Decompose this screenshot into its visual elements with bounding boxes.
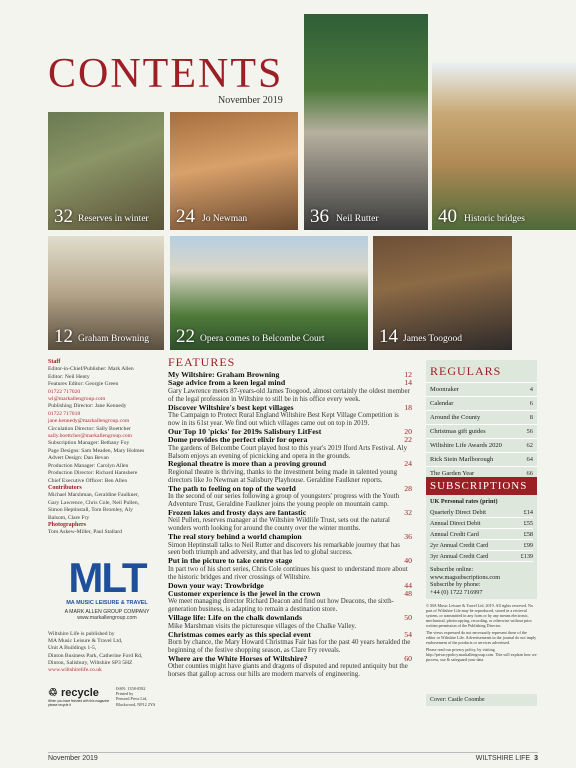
feature-title: My Wiltshire: Graham Browning: [168, 370, 280, 379]
regulars-list: [426, 382, 537, 480]
feature-item[interactable]: [168, 485, 412, 509]
rate-label: Quarterly Direct Debit: [430, 508, 487, 516]
feature-item[interactable]: [168, 590, 412, 614]
feature-title: Where are the White Horses of Wiltshire?: [168, 653, 308, 663]
regulars-section: [426, 360, 537, 480]
photo-neil-rutter[interactable]: [304, 14, 428, 230]
feature-item[interactable]: [168, 460, 412, 484]
feature-description: In the second of our series following a group of youngsters' progress with the Youth Adventure Trust, Geraldine Faulkner joins the young people on mountain camp.: [168, 493, 400, 508]
publisher-line: Unit A Buildings 1-5,: [48, 645, 97, 652]
mlt-logo-line: A MARK ALLEN GROUP COMPANY: [64, 609, 150, 615]
rate-label: 3yr Annual Credit Card: [430, 552, 489, 560]
feature-title: Down your way: Trowbridge: [168, 580, 264, 590]
regular-item[interactable]: [426, 452, 537, 466]
staff-line: Production Manager: Carolyn Allen: [48, 462, 129, 469]
subscribe-online-label: Subscribe online:: [430, 566, 474, 573]
features-heading: FEATURES: [168, 355, 236, 369]
print-info: [116, 686, 172, 707]
issue-date: November 2019: [218, 95, 283, 106]
regular-label: Around the County: [430, 414, 481, 421]
photo-caption: Jo Newman: [202, 214, 248, 224]
page-title: CONTENTS: [48, 51, 284, 97]
footer-divider: [48, 752, 538, 753]
contributors-heading: Contributors: [48, 484, 82, 491]
feature-title: Customer experience is the jewel in the crown: [168, 588, 321, 598]
feature-description: The Campaign to Protect Rural England Wiltshire Best Kept Village Competition is now in its 61st year. We find out which villages came out on top in 2019.: [168, 412, 399, 427]
staff-line: Subscription Manager: Bethany Foy: [48, 440, 130, 447]
photo-page-number: 24: [176, 206, 195, 227]
feature-item[interactable]: [168, 557, 412, 581]
regular-page: 66: [526, 470, 533, 477]
feature-page: 20: [404, 426, 412, 436]
feature-item[interactable]: [168, 379, 412, 403]
regular-page: 62: [526, 442, 533, 449]
feature-title: Frozen lakes and frosty days are fantastic: [168, 507, 307, 517]
features-section: [168, 355, 412, 679]
feature-page: 14: [404, 378, 412, 388]
regular-item[interactable]: [426, 438, 537, 452]
rate-price: £14: [523, 508, 533, 516]
legal-paragraph: Please read our privacy policy, by visiting http://privacypolicy.markallengroup.com. This will explain how we process, use & safeguard your data: [426, 647, 537, 662]
photo-jo-newman[interactable]: [170, 112, 298, 230]
publisher-line: Wiltshire Life is published by: [48, 631, 115, 637]
feature-title: Dome provides the perfect elixir for opera: [168, 435, 308, 445]
staff-phone[interactable]: 01722 717018: [48, 410, 81, 417]
publisher-website[interactable]: www.wiltshirelife.co.uk: [48, 667, 102, 674]
feature-title: The path to feeling on top of the world: [168, 483, 296, 493]
photo-page-number: 22: [176, 326, 195, 347]
legal-paragraph: The views expressed do not necessarily represent those of the editor or Wiltshire Life. Advertisements in the journal do not imply endorsement of the products or services advertised.: [426, 630, 537, 645]
feature-title: Sage advice from a keen legal mind: [168, 378, 286, 388]
photographers-line: Tom Askew-Miller, Paul Stallard: [48, 529, 122, 536]
cover-credit: Cover: Castle Coombe: [426, 694, 537, 706]
regular-label: The Garden Year: [430, 470, 475, 477]
staff-line: Production Director: Richard Hamshere: [48, 470, 138, 477]
subscribe-online-url[interactable]: www.magsubscriptions.com: [430, 573, 501, 581]
recycle-note: When you have finished with this magazine please recycle it: [48, 699, 110, 707]
features-list: [168, 371, 412, 679]
regular-page: 4: [529, 386, 533, 393]
mlt-logo-url[interactable]: www.markallengroup.com: [77, 615, 137, 621]
photo-page-number: 40: [438, 206, 457, 227]
rate-price: £55: [523, 519, 533, 527]
rate-row: [430, 529, 533, 540]
legal-notice: [426, 603, 537, 662]
regular-label: Moonraker: [430, 386, 459, 393]
staff-phone[interactable]: 01722 717020: [48, 388, 81, 395]
regular-label: Rick Stein Marlborough: [430, 456, 494, 463]
photo-caption: Reserves in winter: [78, 214, 149, 224]
printer-line: Blackwood, NP12 2YA: [116, 701, 156, 707]
feature-description: In part two of his short series, Chris Cole continues his quest to understand more about the historic bridges and river crossings of Wiltshire.: [168, 565, 408, 581]
staff-email[interactable]: sally.boettcher@markallengroup.com: [48, 433, 133, 440]
staff-list: [48, 359, 166, 537]
feature-description: We meet managing director Richard Deacon and find out how Deacons, the sixth-generation business, is adapting to remain a destination store.: [168, 598, 394, 614]
feature-description: Born by chance, the Mary Howard Christmas Fair has for the past 40 years heralded the beginning of the festive shopping season, as Clare Fry reveals.: [168, 638, 411, 654]
staff-email[interactable]: jane.kennedy@markallengroup.com: [48, 418, 130, 425]
legal-paragraph: © MA Music Leisure & Travel Ltd, 2019. All rights reserved. No part of Wiltshire Life may be reproduced, stored in a retrieval system, or transmitted in any form or by any means electronic, mechanical, photocopying, recording, or otherwise without prior written permission of the Publishing Director.: [426, 603, 534, 628]
feature-page: 44: [404, 580, 412, 590]
rate-price: £139: [520, 552, 533, 560]
feature-description: The gardens of Belcombe Court played host to this year's 2019 Iford Arts Festival. Aly Balsom enjoys an evening of picnicking and opera in the grounds.: [168, 444, 408, 460]
photo-caption: Neil Rutter: [336, 214, 379, 224]
footer-magazine: [476, 755, 538, 762]
photo-opera-belcombe-court[interactable]: [170, 236, 368, 350]
staff-email[interactable]: wl@markallengroup.com: [48, 396, 106, 403]
rate-price: £99: [523, 541, 533, 549]
footer-date: November 2019: [48, 755, 98, 762]
feature-page: 32: [404, 507, 412, 517]
recycle-logo: [48, 686, 112, 707]
staff-heading: Staff: [48, 359, 61, 365]
photo-page-number: 12: [54, 326, 73, 347]
photo-caption: Historic bridges: [464, 214, 525, 224]
subscriptions-section: [426, 477, 537, 599]
feature-title: Put in the picture to take centre stage: [168, 556, 293, 566]
feature-item[interactable]: [168, 614, 412, 630]
photo-james-toogood[interactable]: [373, 236, 512, 350]
regulars-heading: REGULARS: [430, 364, 502, 378]
feature-title: Regional theatre is more than a proving ground: [168, 459, 327, 469]
feature-description: Neil Pullen, reserves manager at the Wiltshire Wildlife Trust, sets out the natural wonders worth looking for around the county over the winter months.: [168, 517, 390, 533]
feature-title: Discover Wiltshire's best kept villages: [168, 402, 294, 412]
regular-item[interactable]: [426, 424, 537, 438]
feature-description: Regional theatre is thriving, thanks to the investment being made in talented young directors like Jo Newman at Salisbury Playhouse. Geraldine Faulkner reports.: [168, 468, 398, 484]
recycle-icon: ♲: [48, 687, 58, 699]
subscribe-phone[interactable]: +44 (0) 1722 716997: [430, 588, 483, 596]
publisher-line: Dinton, Salisbury, Wiltshire SP3 5HZ: [48, 659, 133, 666]
feature-title: Village life: Life on the chalk downlands: [168, 613, 303, 623]
photo-caption: Opera comes to Belcombe Court: [200, 334, 325, 344]
rate-label: Annual Credit Card: [430, 530, 479, 538]
publisher-line: MA Music Leisure & Travel Ltd,: [48, 638, 123, 645]
feature-page: 22: [404, 435, 412, 445]
regular-label: Christmas gift guides: [430, 428, 486, 435]
photo-page-number: 32: [54, 206, 73, 227]
rate-row: [430, 551, 533, 562]
feature-page: 12: [404, 370, 412, 379]
footer-title: WILTSHIRE LIFE: [475, 755, 531, 762]
staff-line: Page Designs: Sam Meaden, Mary Holmes: [48, 447, 145, 454]
printer-line: Printed by: [116, 691, 134, 697]
feature-page: 18: [404, 402, 412, 412]
subscribe-phone-label: Subscribe by phone:: [430, 581, 481, 588]
publisher-line: Dinton Business Park, Catherine Ford Rd,: [48, 652, 143, 659]
feature-page: 48: [404, 588, 412, 598]
staff-line: Editor: Neil Henty: [48, 373, 90, 380]
feature-page: 54: [404, 629, 412, 639]
contributor-line: Michael Marshman, Geraldine Faulkner,: [48, 492, 139, 499]
staff-line: Chief Executive Officer: Ben Allen: [48, 477, 128, 484]
footer-page-number: 3: [534, 755, 538, 762]
staff-line: Advert Design: Dan Bevan: [48, 455, 109, 462]
feature-page: 50: [404, 613, 412, 623]
feature-description: Simon Heptinstall talks to Neil Rutter and discovers his remarkable journey that has seen both triumph and adversity, and that has led to global success.: [168, 541, 400, 557]
feature-title: Christmas comes early as this special event: [168, 629, 311, 639]
mlt-logo-mark: MLT: [68, 554, 146, 601]
staff-line: Editor-in-Chief/Publisher: Mark Allen: [48, 366, 134, 373]
rate-row: [430, 507, 533, 518]
subscriptions-subheading: UK Personal rates (print): [430, 498, 498, 505]
photo-page-number: 36: [310, 206, 329, 227]
photographers-heading: Photographers: [48, 521, 86, 528]
rates-list: [430, 507, 533, 562]
contributor-line: Gary Lawrence, Chris Cole, Neil Pullen,: [48, 499, 140, 506]
feature-title: The real story behind a world champion: [168, 532, 302, 542]
staff-line: Circulation Director: Sally Boettcher: [48, 425, 131, 432]
regular-item[interactable]: [426, 410, 537, 424]
regular-page: 8: [529, 414, 533, 421]
photo-page-number: 14: [379, 326, 398, 347]
feature-item[interactable]: [168, 533, 412, 557]
photo-caption: Graham Browning: [78, 334, 149, 344]
feature-item[interactable]: [168, 509, 412, 533]
rate-price: £58: [523, 530, 533, 538]
staff-line: Features Editor: Georgie Green: [48, 381, 119, 388]
regular-label: Calendar: [430, 400, 454, 407]
regular-item[interactable]: [426, 382, 537, 396]
photo-historic-bridges[interactable]: [432, 63, 576, 230]
feature-page: 60: [404, 653, 412, 663]
mlt-logo: [48, 556, 166, 621]
feature-page: 36: [404, 532, 412, 542]
feature-page: 40: [404, 556, 412, 566]
feature-title: Our Top 10 'picks' for 2019s Salisbury LitFest: [168, 426, 322, 436]
regular-page: 6: [529, 400, 533, 407]
feature-item[interactable]: [168, 436, 412, 460]
feature-item[interactable]: [168, 655, 412, 679]
mlt-logo-line: MA MUSIC LEISURE & TRAVEL: [66, 600, 148, 606]
printer-line: Pensord Press Ltd,: [116, 696, 148, 702]
regular-page: 56: [526, 428, 533, 435]
subscriptions-box: [426, 495, 537, 599]
regular-label: Wiltshire Life Awards 2020: [430, 442, 502, 449]
rate-row: [430, 540, 533, 551]
contributor-line: Simon Heptinstall, Tom Bromley, Aly: [48, 507, 133, 514]
rate-label: Annual Direct Debit: [430, 519, 481, 527]
contributor-line: Balsom, Clare Fry: [48, 514, 90, 521]
feature-description: Mike Marshman visits the picturesque villages of the Chalke Valley.: [168, 622, 357, 630]
staff-line: Publishing Director: Jane Kennedy: [48, 403, 127, 410]
photo-reserves-in-winter[interactable]: [48, 112, 164, 230]
publisher-info: [48, 631, 166, 674]
rate-row: [430, 518, 533, 529]
photo-caption: James Toogood: [403, 334, 463, 344]
photo-graham-browning[interactable]: [48, 236, 164, 350]
regular-item[interactable]: [426, 396, 537, 410]
subscriptions-heading: SUBSCRIPTIONS: [426, 477, 537, 495]
feature-description: Other counties might have giants and dragons of disputed and reputed antiquity but the horses that gallop across our hills are modern marvels of engineering.: [168, 663, 408, 679]
issn: ISSN: 1358-0582: [116, 686, 146, 691]
feature-description: Gary Lawrence meets 87-years-old James Toogood, almost certainly the oldest member of the legal profession in Wiltshire to still be in his office every week.: [168, 387, 410, 403]
feature-page: 28: [404, 483, 412, 493]
rate-label: 2yr Annual Credit Card: [430, 541, 489, 549]
feature-item[interactable]: [168, 631, 412, 655]
feature-page: 24: [404, 459, 412, 469]
regular-page: 64: [526, 456, 533, 463]
feature-item[interactable]: [168, 404, 412, 428]
recycle-word: recycle: [60, 687, 99, 699]
